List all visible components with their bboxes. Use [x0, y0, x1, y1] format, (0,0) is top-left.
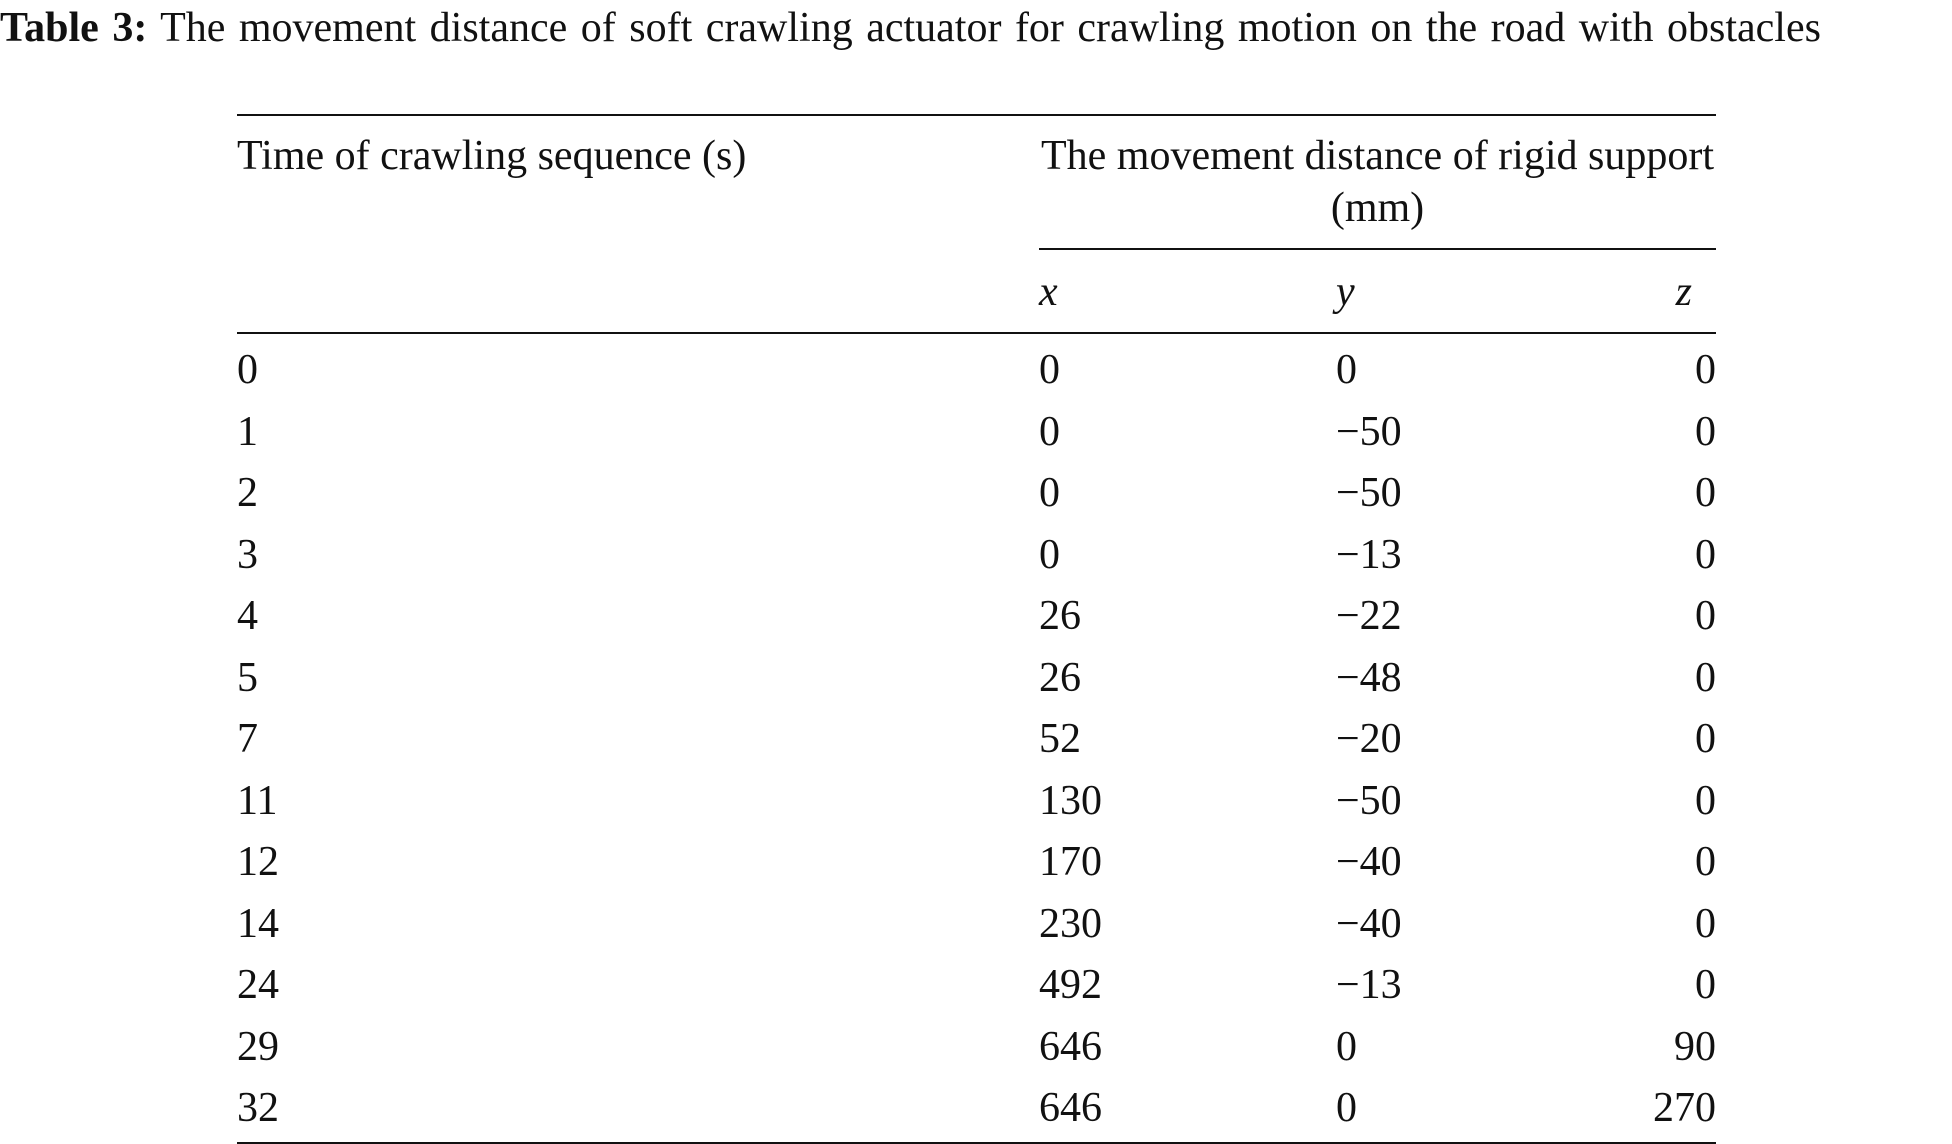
cell-y: 0 [1336, 347, 1357, 393]
cell-time: 0 [237, 347, 258, 393]
table-row [237, 648, 1716, 710]
caption-label: Table 3: [0, 5, 148, 51]
header-y: y [1336, 269, 1355, 315]
table-row [237, 955, 1716, 1017]
cell-x: 52 [1039, 716, 1081, 762]
table-header [237, 115, 1716, 333]
movement-distance-table [237, 114, 1716, 1144]
table-row [237, 402, 1716, 464]
table-body [237, 333, 1716, 1143]
cell-y: 0 [1336, 1023, 1357, 1070]
cell-z: 0 [1695, 654, 1717, 701]
cell-time: 32 [237, 1085, 279, 1131]
table-row [237, 1017, 1716, 1079]
table-row [237, 586, 1716, 648]
cell-x: 646 [1039, 1085, 1102, 1131]
table-row [237, 525, 1716, 587]
cell-time: 11 [237, 777, 278, 824]
table-row [237, 333, 1716, 402]
cell-x: 0 [1039, 470, 1060, 516]
cell-time: 24 [237, 962, 279, 1008]
cell-x: 26 [1039, 654, 1081, 701]
cell-time: 1 [237, 408, 258, 455]
cell-y: −48 [1336, 654, 1402, 701]
cell-x: 0 [1039, 531, 1060, 578]
cell-z: 0 [1695, 777, 1717, 824]
cell-y: −50 [1336, 408, 1402, 455]
cell-y: −13 [1336, 531, 1402, 578]
cell-time: 3 [237, 531, 258, 578]
cell-z: 0 [1695, 470, 1717, 516]
cell-z: 0 [1695, 347, 1717, 393]
table-caption [0, 2, 1952, 54]
cell-x: 646 [1039, 1023, 1102, 1070]
cell-x: 170 [1039, 839, 1102, 885]
caption-text: The movement distance of soft crawling actuator for crawling motion on the road with obstacles [160, 5, 1821, 51]
cell-z: 90 [1674, 1023, 1717, 1070]
cell-time: 12 [237, 839, 279, 885]
cell-x: 26 [1039, 593, 1081, 639]
table-row [237, 771, 1716, 833]
header-x: x [1039, 269, 1058, 315]
table-row [237, 894, 1716, 956]
cell-y: −50 [1336, 777, 1402, 824]
table-row [237, 1078, 1716, 1143]
cell-y: −22 [1336, 593, 1402, 639]
cell-y: −40 [1336, 839, 1402, 885]
cell-z: 0 [1695, 962, 1717, 1008]
cell-x: 130 [1039, 777, 1102, 824]
cell-x: 0 [1039, 347, 1060, 393]
header-time: Time of crawling sequence (s) [237, 133, 747, 179]
cell-time: 5 [237, 654, 258, 701]
cell-z: 0 [1695, 839, 1717, 885]
table-row [237, 832, 1716, 894]
cell-y: −20 [1336, 716, 1402, 762]
data-table-container [237, 114, 1716, 1144]
cell-x: 230 [1039, 900, 1102, 947]
cell-y: −40 [1336, 900, 1402, 947]
cell-z: 0 [1695, 716, 1717, 762]
cell-z: 0 [1695, 408, 1717, 455]
cell-time: 4 [237, 593, 258, 639]
cell-time: 2 [237, 470, 258, 516]
table-row [237, 709, 1716, 771]
cell-z: 0 [1695, 593, 1717, 639]
table-row [237, 463, 1716, 525]
cell-time: 14 [237, 900, 279, 947]
cell-x: 492 [1039, 962, 1102, 1008]
cell-z: 0 [1695, 900, 1717, 947]
cell-x: 0 [1039, 408, 1060, 455]
header-movement-distance: The movement distance of rigid support (mm) [1039, 115, 1716, 249]
cell-y: 0 [1336, 1085, 1357, 1131]
cell-y: −50 [1336, 470, 1402, 516]
header-z: z [1675, 269, 1693, 315]
cell-z: 0 [1695, 531, 1717, 578]
cell-z: 270 [1653, 1085, 1717, 1131]
cell-y: −13 [1336, 962, 1402, 1008]
cell-time: 29 [237, 1023, 279, 1070]
cell-time: 7 [237, 716, 258, 762]
